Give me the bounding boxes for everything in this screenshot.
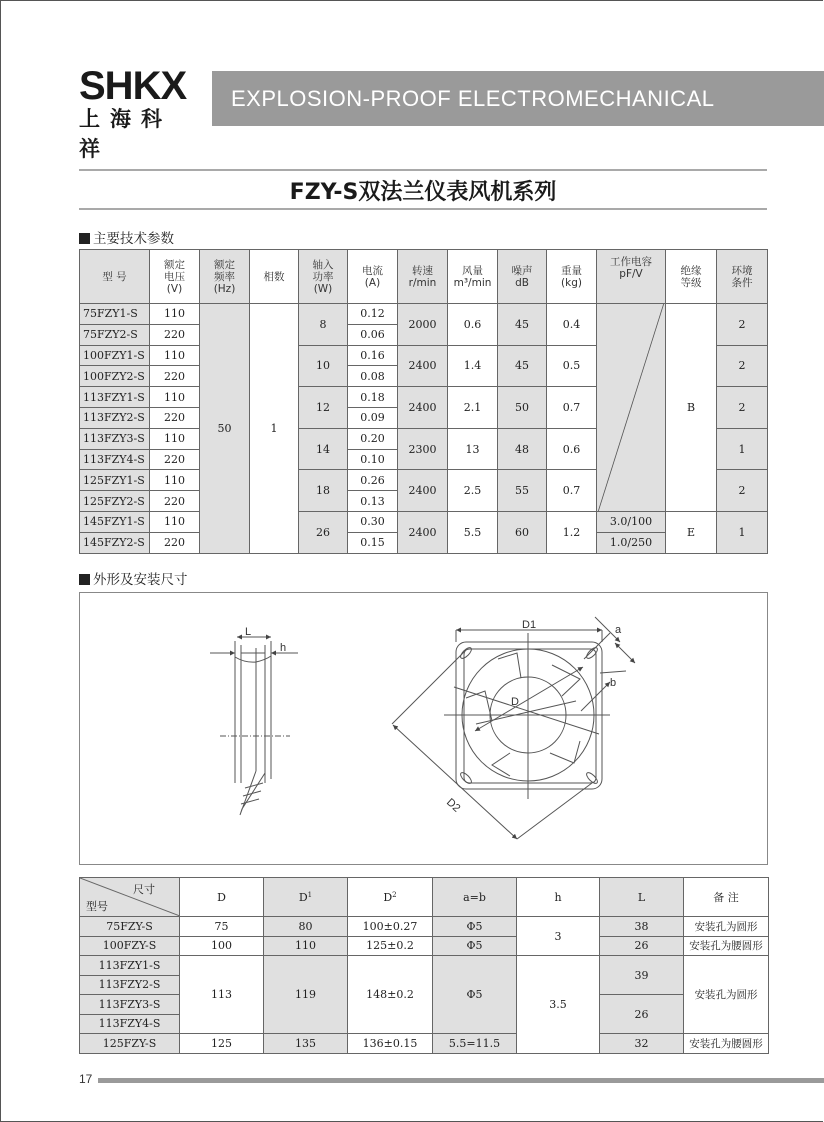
noise-cell: 45 (498, 345, 547, 387)
col-header-weight: 重量 (kg) (547, 250, 597, 304)
spec-heading-text: 主要技术参数 (93, 231, 174, 247)
dim-header-row (80, 878, 769, 917)
model-cell: 113FZY3-S (80, 995, 180, 1015)
label-D1: D1 (522, 619, 537, 631)
logo-text-cn: 上海科祥 (79, 107, 172, 161)
D2-cell: 125±0.2 (348, 936, 433, 956)
model-cell: 100FZY2-S (80, 366, 150, 387)
current-cell: 0.16 (348, 345, 398, 366)
speed-cell: 2400 (398, 345, 448, 387)
noise-cell: 60 (498, 511, 547, 553)
weight-cell: 0.7 (547, 470, 597, 512)
power-cell: 8 (299, 304, 348, 346)
D1-cell: 135 (264, 1034, 348, 1054)
col-header-speed: 转速 r/min (398, 250, 448, 304)
ab-cell: Φ5 (433, 956, 517, 1034)
airflow-cell: 0.6 (448, 304, 498, 346)
col-header-airflow: 风量 m³/min (448, 250, 498, 304)
D-cell: 125 (180, 1034, 264, 1054)
header-banner (212, 71, 824, 126)
capacitor-cell: 1.0/250 (597, 532, 666, 553)
power-cell: 14 (299, 428, 348, 470)
current-cell: 0.13 (348, 491, 398, 512)
weight-cell: 0.7 (547, 387, 597, 429)
weight-cell: 0.6 (547, 428, 597, 470)
voltage-cell: 220 (150, 324, 200, 345)
frequency-cell: 50 (200, 304, 250, 554)
weight-cell: 1.2 (547, 511, 597, 553)
D1-cell: 110 (264, 936, 348, 956)
voltage-cell: 110 (150, 304, 200, 325)
ab-cell: Φ5 (433, 917, 517, 937)
footer-bar (98, 1078, 824, 1083)
corner-label-size: 尺寸 (133, 883, 155, 896)
noise-cell: 50 (498, 387, 547, 429)
weight-cell: 0.5 (547, 345, 597, 387)
dim-row (80, 936, 769, 956)
current-cell: 0.10 (348, 449, 398, 470)
current-cell: 0.20 (348, 428, 398, 449)
current-cell: 0.06 (348, 324, 398, 345)
dim-row (80, 1034, 769, 1054)
model-cell: 75FZY-S (80, 917, 180, 937)
voltage-cell: 110 (150, 511, 200, 532)
voltage-cell: 110 (150, 470, 200, 491)
dim-col-ab: a=b (433, 878, 517, 917)
model-cell: 145FZY2-S (80, 532, 150, 553)
speed-cell: 2400 (398, 387, 448, 429)
D-cell: 75 (180, 917, 264, 937)
D2-cell: 136±0.15 (348, 1034, 433, 1054)
title-rule-top (79, 169, 767, 171)
col-header-model: 型 号 (80, 250, 150, 304)
speed-cell: 2300 (398, 428, 448, 470)
capacitor-cell: 3.0/100 (597, 511, 666, 532)
dim-row (80, 917, 769, 937)
phase-cell: 1 (250, 304, 299, 554)
col-header-frequency: 额定 频率 (Hz) (200, 250, 250, 304)
insulation-cell: E (666, 511, 717, 553)
page-title: FZY-S双法兰仪表风机系列 (289, 180, 557, 205)
model-cell: 113FZY1-S (80, 956, 180, 976)
current-cell: 0.08 (348, 366, 398, 387)
model-cell: 113FZY4-S (80, 449, 150, 470)
dim-col-L: L (600, 878, 684, 917)
insulation-cell: B (666, 304, 717, 512)
voltage-cell: 220 (150, 366, 200, 387)
airflow-cell: 2.1 (448, 387, 498, 429)
front-view-drawing (392, 617, 635, 839)
model-cell: 113FZY2-S (80, 407, 150, 428)
current-cell: 0.30 (348, 511, 398, 532)
model-cell: 75FZY2-S (80, 324, 150, 345)
D1-cell: 80 (264, 917, 348, 937)
airflow-cell: 2.5 (448, 470, 498, 512)
note-cell: 安装孔为圆形 (684, 956, 769, 1034)
environment-cell: 2 (717, 387, 768, 429)
power-cell: 12 (299, 387, 348, 429)
logo-text-en: SHKX (79, 64, 187, 108)
dim-section-heading (79, 568, 188, 588)
L-cell: 26 (600, 995, 684, 1034)
model-cell: 100FZY-S (80, 936, 180, 956)
speed-cell: 2000 (398, 304, 448, 346)
square-bullet-icon (79, 233, 90, 244)
ab-cell: Φ5 (433, 936, 517, 956)
voltage-cell: 110 (150, 428, 200, 449)
label-D2: D2 (443, 796, 463, 815)
model-cell: 125FZY1-S (80, 470, 150, 491)
D-cell: 113 (180, 956, 264, 1034)
weight-cell: 0.4 (547, 304, 597, 346)
title-rule-bottom (79, 208, 767, 210)
dim-col-h: h (517, 878, 600, 917)
col-header-power: 轴入 功率 (W) (299, 250, 348, 304)
capacitor-na-cell (597, 304, 666, 512)
speed-cell: 2400 (398, 470, 448, 512)
note-cell: 安装孔为腰圆形 (684, 1034, 769, 1054)
model-cell: 75FZY1-S (80, 304, 150, 325)
model-cell: 125FZY-S (80, 1034, 180, 1054)
current-cell: 0.18 (348, 387, 398, 408)
spec-row (80, 304, 768, 325)
speed-cell: 2400 (398, 511, 448, 553)
D2-cell: 148±0.2 (348, 956, 433, 1034)
voltage-cell: 220 (150, 449, 200, 470)
outline-drawing (80, 593, 767, 864)
current-cell: 0.12 (348, 304, 398, 325)
dim-heading-text: 外形及安装尺寸 (93, 572, 188, 588)
col-header-insulation: 绝缘 等级 (666, 250, 717, 304)
diagonal-slash (597, 304, 665, 511)
spec-section-heading (79, 227, 174, 247)
voltage-cell: 220 (150, 532, 200, 553)
note-cell: 安装孔为圆形 (684, 917, 769, 937)
square-bullet-icon (79, 574, 90, 585)
page-number: 17 (79, 1072, 93, 1086)
company-logo (79, 64, 199, 161)
airflow-cell: 13 (448, 428, 498, 470)
airflow-cell: 1.4 (448, 345, 498, 387)
h-cell: 3.5 (517, 956, 600, 1054)
current-cell: 0.09 (348, 407, 398, 428)
environment-cell: 2 (717, 470, 768, 512)
label-b: b (610, 677, 617, 689)
label-D: D (511, 696, 519, 708)
airflow-cell: 5.5 (448, 511, 498, 553)
D1-cell: 119 (264, 956, 348, 1034)
dim-col-note: 备 注 (684, 878, 769, 917)
D-cell: 100 (180, 936, 264, 956)
L-cell: 32 (600, 1034, 684, 1054)
dim-col-D: D (180, 878, 264, 917)
col-header-noise: 噪声 dB (498, 250, 547, 304)
voltage-cell: 220 (150, 491, 200, 512)
note-cell: 安装孔为腰圆形 (684, 936, 769, 956)
power-cell: 10 (299, 345, 348, 387)
environment-cell: 2 (717, 345, 768, 387)
dim-col-D2: $D^2$ (348, 878, 433, 917)
D2-cell: 100±0.27 (348, 917, 433, 937)
banner-text: EXPLOSION-PROOF ELECTROMECHANICAL (231, 86, 715, 111)
voltage-cell: 110 (150, 345, 200, 366)
environment-cell: 2 (717, 304, 768, 346)
current-cell: 0.15 (348, 532, 398, 553)
power-cell: 26 (299, 511, 348, 553)
spec-row (80, 511, 768, 532)
corner-label-model: 型号 (86, 900, 108, 913)
model-cell: 125FZY2-S (80, 491, 150, 512)
voltage-cell: 110 (150, 387, 200, 408)
model-cell: 145FZY1-S (80, 511, 150, 532)
L-cell: 26 (600, 936, 684, 956)
spec-header-row (80, 250, 768, 304)
model-cell: 100FZY1-S (80, 345, 150, 366)
noise-cell: 55 (498, 470, 547, 512)
dimension-table (79, 877, 769, 1054)
ab-cell: 5.5=11.5 (433, 1034, 517, 1054)
col-header-voltage: 额定 电压 (V) (150, 250, 200, 304)
current-cell: 0.26 (348, 470, 398, 491)
environment-cell: 1 (717, 428, 768, 470)
noise-cell: 45 (498, 304, 547, 346)
label-L: L (245, 626, 252, 638)
col-header-current: 电流 (A) (348, 250, 398, 304)
h-cell: 3 (517, 917, 600, 956)
model-cell: 113FZY3-S (80, 428, 150, 449)
L-cell: 39 (600, 956, 684, 995)
environment-cell: 1 (717, 511, 768, 553)
label-a: a (615, 624, 622, 636)
dim-col-D1: $D^1$ (264, 878, 348, 917)
noise-cell: 48 (498, 428, 547, 470)
spec-table (79, 249, 768, 554)
side-view-drawing (210, 637, 298, 815)
L-cell: 38 (600, 917, 684, 937)
label-h: h (280, 642, 287, 654)
power-cell: 18 (299, 470, 348, 512)
model-cell: 113FZY2-S (80, 975, 180, 995)
col-header-capacitor: 工作电容 pF/V (597, 250, 666, 304)
voltage-cell: 220 (150, 407, 200, 428)
dim-row (80, 956, 769, 976)
outline-diagram-box (79, 592, 768, 865)
col-header-environment: 环境 条件 (717, 250, 768, 304)
col-header-phase: 相数 (250, 250, 299, 304)
model-cell: 113FZY4-S (80, 1014, 180, 1034)
model-cell: 113FZY1-S (80, 387, 150, 408)
dim-corner-header (80, 878, 180, 917)
